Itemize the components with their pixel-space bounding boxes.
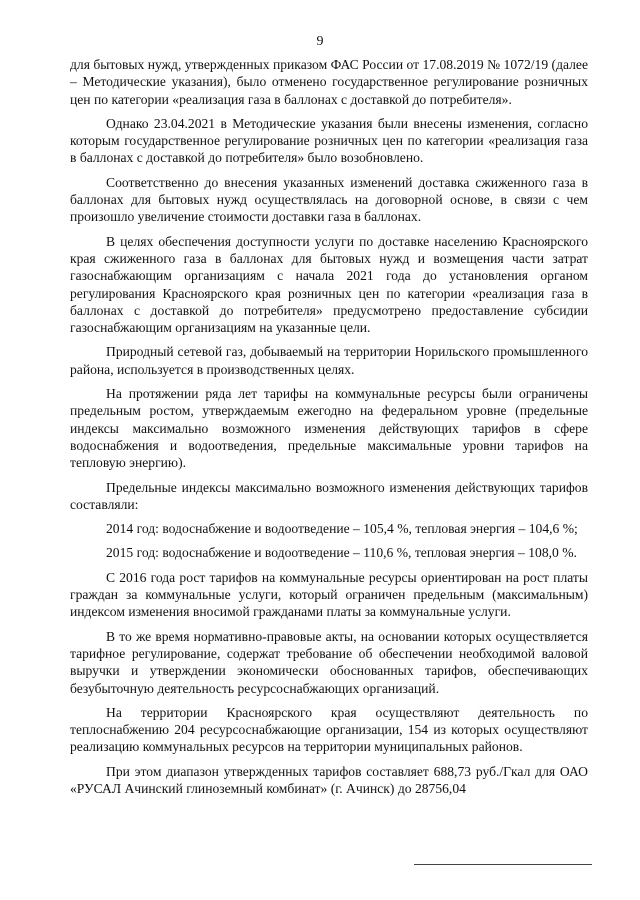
paragraph: Природный сетевой газ, добываемый на территории Норильского промышленного района, используется в производственных целях. bbox=[70, 344, 588, 377]
paragraph: С 2016 года рост тарифов на коммунальные ресурсы ориентирован на рост платы граждан за коммунальные услуги, который ограничен предельным (максимальным) индексом изменения вносимой гражданами платы за коммунальные услуги. bbox=[70, 569, 588, 620]
paragraph: Однако 23.04.2021 в Методические указания были внесены изменения, согласно которым государственное регулирование розничных цен по категории «реализация газа в баллонах с доставкой до потребителя» было возобновлено. bbox=[70, 115, 588, 166]
paragraph: При этом диапазон утвержденных тарифов составляет 688,73 руб./Гкал для ОАО «РУСАЛ Ачинский глиноземный комбинат» (г. Ачинск) до 28756,04 bbox=[70, 763, 588, 796]
paragraph: Предельные индексы максимально возможного изменения действующих тарифов составляли: bbox=[70, 479, 588, 512]
paragraph: В то же время нормативно-правовые акты, на основании которых осуществляется тарифное регулирование, содержат требование об обеспечении необходимой валовой выручки и утверждении экономически обоснованных тарифов, обеспечивающих безубыточную деятельность ресурсоснабжающих организаций. bbox=[70, 628, 588, 696]
paragraph: На протяжении ряда лет тарифы на коммунальные ресурсы были ограничены предельным ростом, утверждаемым ежегодно на федеральном уровне (предельные индексы максимально возможного изменения действующих тарифов в сфере водоснабжения и водоотведения, предельные максимальные уровни тарифов на тепловую энергию). bbox=[70, 386, 588, 471]
page-number: 9 bbox=[316, 34, 324, 49]
paragraph: В целях обеспечения доступности услуги по доставке населению Красноярского края сжиженного газа в баллонах для бытовых нужд и возмещения части затрат газоснабжающим организациям с начала 2021 года до установления органом регулирования Красноярского края розничных цен по категории «реализация газа в баллонах с доставкой до потребителя» предусмотрено предоставление субсидии газоснабжающим организациям на указанные цели. bbox=[70, 233, 588, 336]
paragraph: На территории Красноярского края осуществляют деятельность по теплоснабжению 204 ресурсоснабжающие организации, 154 из которых осуществляют реализацию коммунальных ресурсов на территории муниципальных районов. bbox=[70, 704, 588, 755]
footer-rule bbox=[414, 864, 592, 865]
paragraph: 2014 год: водоснабжение и водоотведение – 105,4 %, тепловая энергия – 104,6 %; bbox=[106, 521, 578, 537]
document-body bbox=[70, 56, 588, 804]
paragraph: 2015 год: водоснабжение и водоотведение – 110,6 %, тепловая энергия – 108,0 %. bbox=[106, 545, 577, 561]
paragraph: для бытовых нужд, утвержденных приказом ФАС России от 17.08.2019 № 1072/19 (далее – Методические указания), было отменено государственное регулирование розничных цен по категории «реализация газа в баллонах с доставкой до потребителя». bbox=[70, 57, 588, 107]
paragraph: Соответственно до внесения указанных изменений доставка сжиженного газа в баллонах для бытовых нужд осуществлялась на договорной основе, в связи с чем произошло увеличение стоимости доставки газа в баллонах. bbox=[70, 174, 588, 225]
